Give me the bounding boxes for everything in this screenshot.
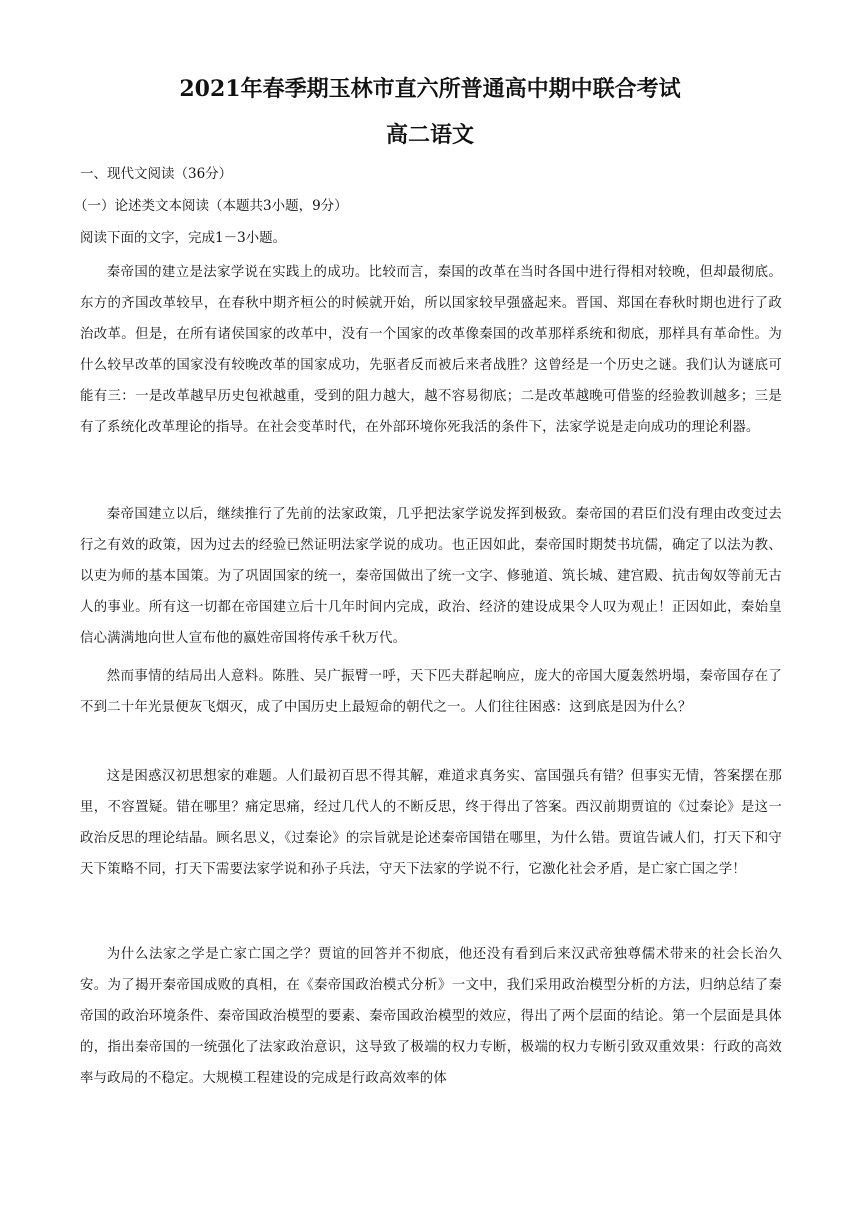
- section-heading: 一、现代文阅读（36分）: [80, 166, 233, 182]
- subsection-heading: （一）论述类文本阅读（本题共3小题，9分）: [74, 198, 348, 214]
- paragraph: 这是困惑汉初思想家的难题。人们最初百思不得其解，难道求真务实、富国强兵有错？但事实无情，答案摆在那里，不容置疑。错在哪里？痛定思痛，经过几代人的不断反思，终于得出了答案。西汉前期贾谊的《过秦论》是这一政治反思的理论结晶。顾名思义，《过秦论》的宗旨就是论述秦帝国错在哪里，为什么错。贾谊告诫人们，打天下和守天下策略不同，打天下需要法家学说和孙子兵法，守天下法家的学说不行，它激化社会矛盾，是亡家亡国之学！: [80, 769, 782, 877]
- paragraph: 秦帝国的建立是法家学说在实践上的成功。比较而言，秦国的改革在当时各国中进行得相对较晚，但却最彻底。东方的齐国改革较早，在春秋中期齐桓公的时候就开始，所以国家较早强盛起来。晋国、郑国在春秋时期也进行了政治改革。但是，在所有诸侯国家的改革中，没有一个国家的改革像秦国的改革那样系统和彻底，那样具有革命性。为什么较早改革的国家没有较晚改革的国家成功，先驱者反而被后来者战胜？这曾经是一个历史之谜。我们认为谜底可能有三：一是改革越早历史包袱越重，受到的阻力越大，越不容易彻底；二是改革越晚可借鉴的经验教训越多；三是有了系统化改革理论的指导。在社会变革时代，在外部环境你死我活的条件下，法家学说是走向成功的理论利器。: [80, 265, 782, 435]
- exam-title: 2021年春季期玉林市直六所普通高中期中联合考试: [179, 76, 681, 102]
- paragraph: 然而事情的结局出人意料。陈胜、吴广振臂一呼，天下匹夫群起响应，庞大的帝国大厦轰然坍塌，秦帝国存在了不到二十年光景便灰飞烟灭，成了中国历史上最短命的朝代之一。人们往往困惑：这到底是因为什么？: [80, 669, 782, 715]
- paragraph: 为什么法家之学是亡家亡国之学？贾谊的回答并不彻底，他还没有看到后来汉武帝独尊儒术带来的社会长治久安。为了揭开秦帝国成败的真相，在《秦帝国政治模式分析》一文中，我们采用政治模型分析的方法，归纳总结了秦帝国的政治环境条件、秦帝国政治模型的要素、秦帝国政治模型的效应，得出了两个层面的结论。第一个层面是具体的，指出秦帝国的一统强化了法家政治意识，这导致了极端的权力专断，极端的权力专断引致双重效果：行政的高效率与政局的不稳定。大规模工程建设的完成是行政高效率的体: [80, 947, 782, 1086]
- paragraph: 秦帝国建立以后，继续推行了先前的法家政策，几乎把法家学说发挥到极致。秦帝国的君臣们没有理由改变过去行之有效的政策，因为过去的经验已然证明法家学说的成功。也正因如此，秦帝国时期焚书坑儒，确定了以法为教、以吏为师的基本国策。为了巩固国家的统一，秦帝国做出了统一文字、修驰道、筑长城、建宫殿、抗击匈奴等前无古人的事业。所有这一切都在帝国建立后十几年时间内完成，政治、经济的建设成果令人叹为观止！正因如此，秦始皇信心满满地向世人宣布他的嬴姓帝国将传承千秋万代。: [80, 507, 782, 646]
- reading-instruction: 阅读下面的文字，完成1－3小题。: [80, 230, 287, 246]
- subject-title: 高二语文: [385, 122, 474, 148]
